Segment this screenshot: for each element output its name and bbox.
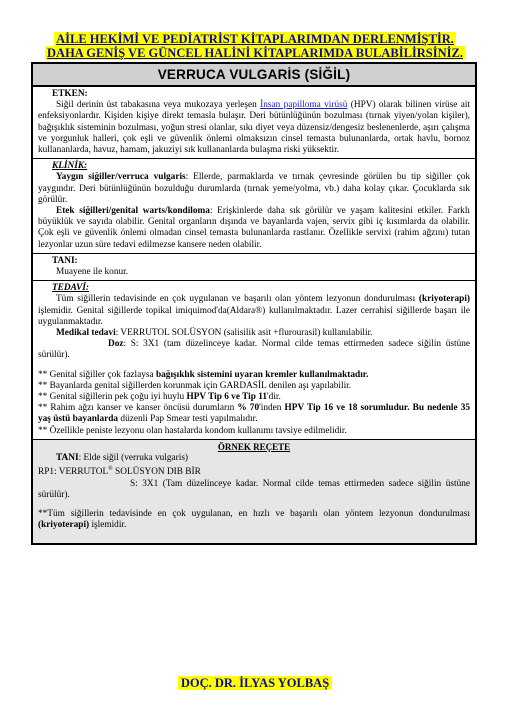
klinik-paragraph-1 <box>38 172 470 206</box>
tedavi-p1-bold: (kriyoterapi) <box>418 294 470 305</box>
ornek-tani <box>38 453 470 464</box>
note-5: ** Özellikle peniste lezyonu olan hastalarda kondom kullanımı tavsiye edilmelidir. <box>38 425 347 436</box>
medikal-bold: Medikal tedavi <box>56 328 116 339</box>
note-1-a: ** Genital siğiller çok fazlaysa <box>38 369 156 380</box>
section-tedavi <box>33 281 475 440</box>
ornek-tani-text: : Elde siğil (verruka vulgaris) <box>78 453 189 464</box>
ornek-note-bold: (kriyoterapi) <box>38 520 90 531</box>
tani-heading: TANI: <box>52 255 78 266</box>
note-3-bold: HPV Tip 6 ve Tip 11 <box>186 392 267 403</box>
ornek-rp <box>38 464 470 478</box>
note-4-b: 'inden <box>259 403 285 414</box>
tedavi-p1-b: işlemidir. Genital siğillerde topikal imiquimod'da(Aldara®) kullanılmaktadır. Lazer cerrahisi siğillerde başarı ile uygulanmaktadır. <box>38 305 470 327</box>
ornek-s-text: S: 3X1 (Tam düzelinceye kadar. Normal cilde temas ettirmeden sadece siğilin üstüne sürülür). <box>38 478 470 500</box>
etken-heading: ETKEN: <box>52 89 88 99</box>
klinik-p1-bold: Yaygın siğiller/verruca vulgaris <box>56 172 186 183</box>
note-1 <box>38 370 470 381</box>
klinik-p1-text: : Ellerde, parmaklarda ve tırnak çevresinde görülen bu tip siğiller çok yaygındır. Deri bütünlüğünün bozulduğu durumlarda (tırnak yeme/yolma, vb.) daha kolay çıkar. Çocuklarda sık görülür. <box>38 172 470 205</box>
klinik-p2-text: : Erişkinlerde daha sık görülür ve yaşam kalitesini etkiler. Farklı büyüklük ve sayıda olabilir. Genital organların dışında ve bayanlarda vajen, servix gibi iç kısımlarda da olabilir. Çok eşli ve güvenlik önlemi olmadan cinsel temasta bulunanlarda rastlanır. Özellikle servixi (rahim ağzını) tutan lezyonlar uzun süre tedavi edilmezse kansere neden olabilir. <box>38 206 470 250</box>
klinik-p2-bold: Etek siğilleri/genital warts/kondiloma <box>56 206 210 217</box>
medikal-tedavi <box>38 328 470 339</box>
doz-bold: Doz <box>108 339 124 350</box>
document-frame <box>31 62 477 545</box>
note-4-bold-1: % 70 <box>237 403 260 414</box>
section-klinik <box>33 159 475 254</box>
rp-a: RP1: VERRUTOL <box>38 467 109 478</box>
ornek-recete-heading: ÖRNEK REÇETE <box>217 441 291 452</box>
tani-text: Muayene ile konur. <box>56 267 129 278</box>
tedavi-heading: TEDAVİ: <box>52 283 90 294</box>
note-4 <box>38 403 470 425</box>
klinik-paragraph-2 <box>38 206 470 251</box>
rp-b: SOLÜSYON DIB BİR <box>112 467 201 478</box>
doz-text: : S: 3X1 (tam düzelinceye kadar. Normal cilde temas ettirmeden sadece siğilin üstüne sürülür). <box>38 339 470 361</box>
note-4-a: ** Rahim ağzı kanser ve kanser öncüsü durumların <box>38 403 238 414</box>
banner-line-1: AİLE HEKİMİ VE PEDİATRİST KİTAPLARIMDAN DERLENMİŞTİR. <box>56 32 454 46</box>
header-banner <box>0 32 510 60</box>
klinik-heading: KLİNİK: <box>52 161 88 172</box>
tedavi-paragraph-1 <box>38 294 470 328</box>
note-3 <box>38 392 470 403</box>
author-footer <box>0 676 510 691</box>
note-3-a: ** Genital siğillerin pek çoğu iyi huylu <box>38 392 187 403</box>
section-etken <box>33 87 475 159</box>
etken-text-1: Siğil derinin üst tabakasına veya mukozaya yerleşen <box>56 100 261 111</box>
tedavi-p1-a: Tüm siğillerin tedavisinde en çok uygulanan ve başarılı olan yöntem lezyonun dondurulması <box>56 294 419 305</box>
doz-line <box>38 339 470 361</box>
author-name: DOÇ. DR. İLYAS YOLBAŞ <box>178 676 332 690</box>
medikal-text: : VERRUTOL SOLÜSYON (salisilik asit +flurourasil) kullanılabilir. <box>115 328 373 339</box>
banner-line-2: DAHA GENİŞ VE GÜNCEL HALİNİ KİTAPLARIMDA BULABİLİRSİNİZ. <box>47 46 463 60</box>
ornek-note-b: işlemidir. <box>89 520 127 531</box>
etken-text-2: (HPV) olarak bilinen virüse ait enfeksiyonlardır. Kişiden kişiye direkt temasla bulaşır. Deri bütünlüğünün bozulması (tırnak yiyen/yolan kişiler), bağışıklık sisteminin bozulması, yoğun stresi olanlar, sıkı diyet veya düzensiz/dengesiz beslenenlerde, aşırı çalışma ve yorgunluk halleri, çok eşli ve güvenlik önlemi olmaksızın cinsel temasta bulunanlarda, ortak havlu, bornoz kullananlarda, havuz, hamam, jakuziyi sık kullananlarda bulaşma riski yüksektir. <box>38 100 470 156</box>
note-4-c: düzenli Pap Smear testi yapılmalıdır. <box>118 414 258 425</box>
note-3-b: 'dir. <box>267 392 281 403</box>
ornek-note <box>38 509 470 531</box>
rp-sup: ® <box>108 466 113 473</box>
section-ornek-recete <box>33 440 475 544</box>
ornek-tani-bold: TANI <box>56 453 79 464</box>
etken-paragraph <box>38 100 470 156</box>
ornek-note-a: **Tüm siğillerin tedavisinde en çok uygulanan, en hızlı ve başarılı olan yöntem lezyonun dondurulması <box>38 509 470 519</box>
note-2: ** Bayanlarda genital siğillerden korunmak için GARDASİL denilen aşı yapılabilir. <box>38 380 352 391</box>
note-4-bold-2: HPV Tip 16 ve 18 sorumludur. Bu nedenle 35 yaş üstü bayanlarda <box>38 403 470 425</box>
page-title: VERRUCA VULGARİS (SİĞİL) <box>33 64 475 87</box>
note-1-bold: bağışıklık sistemini uyaran kremler kullanılmaktadır. <box>155 369 369 380</box>
ornek-s <box>38 479 470 501</box>
section-tani <box>33 254 475 281</box>
hpv-link[interactable]: İnsan papilloma virüsü <box>260 100 348 111</box>
